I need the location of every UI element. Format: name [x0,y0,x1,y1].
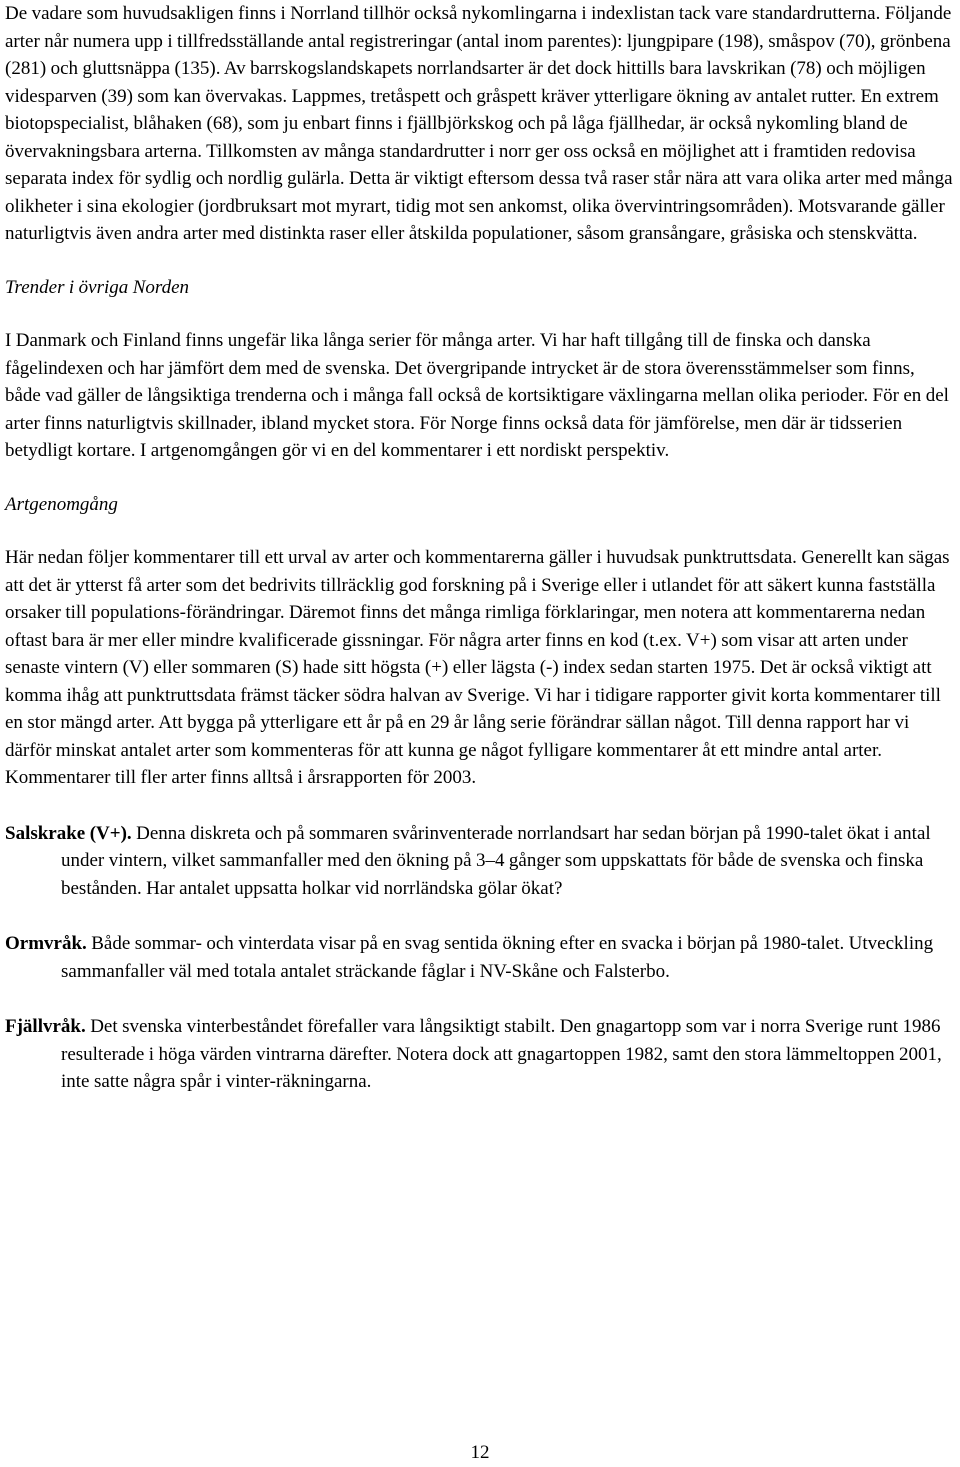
species-entry-fjallvrak [5,1013,955,1096]
species-entry-salskrake [5,820,955,903]
page-number: 12 [470,1442,490,1463]
species-text: Både sommar- och vinterdata visar på en svag sentida ökning efter en svacka i början på 1980-talet. Utveckling sammanfaller väl med totala antalet sträckande fåglar i NV-Skåne och Falsterbo. [61,933,934,982]
paragraph-intro: De vadare som huvudsakligen finns i Norrland tillhör också nykomlingarna i indexlistan tack vare standardrutterna. Följande arter når numera upp i tillfredsställande antal registreringar (antal inom parentes): ljungpipare (198), småspov (70), grönbena (281) och gluttsnäppa (135). Av barrskogslandskapets norrlandsarter är det dock hittills bara lavskrikan (78) och möjligen videsparven (39) som kan övervakas. Lappmes, tretåspett och gråspett kräver ytterligare ökning av antalet rutter. En extrem biotopspecialist, blåhaken (68), som ju enbart finns i fjällbjörkskog och på låga fjällhedar, är också nykomling bland de övervakningsbara arterna. Tillkomsten av många standardrutter i norr ger oss också en möjlighet att i framtiden redovisa separata index för sydlig och nordlig gulärla. Detta är viktigt eftersom dessa två raser står nära att vara olika arter med många olikheter i sina ekologier (jordbruksart mot myrart, tidig mot sen ankomst, olika övervintringsområden). Motsvarande gäller naturligtvis även andra arter med distinkta raser eller åtskilda populationer, såsom gransångare, gråsiska och stenskvätta. [5,3,953,244]
paragraph-artgenomgang: Här nedan följer kommentarer till ett urval av arter och kommentarerna gäller i huvudsak punktruttsdata. Generellt kan sägas att det är ytterst få arter som det bedrivits tillräcklig god forskning på i Sverige eller i utlandet för att säkert kunna fastställa orsaker till populations-förändringar. Däremot finns det många rimliga förklaringar, men notera att kommentarerna nedan oftast bara är mer eller mindre kvalificerade gissningar. För några arter finns en kod (t.ex. V+) som visar att arten under senaste vintern (V) eller sommaren (S) hade sitt högsta (+) eller lägsta (-) index sedan starten 1975. Det är också viktigt att komma ihåg att punktruttsdata främst täcker södra halvan av Sverige. Vi har i tidigare rapporter givit korta kommentarer till en stor mängd arter. Att bygga på ytterligare ett år på en 29 år lång serie förändrar sällan något. Till denna rapport har vi därför minskat antalet arter som kommenteras för att kunna ge något fylligare kommentarer åt ett mindre antal arter. Kommentarer till fler arter finns alltså i årsrapporten för 2003. [5,547,950,788]
species-text: Det svenska vinterbeståndet förefaller vara långsiktigt stabilt. Den gnagartopp som var i norra Sverige runt 1986 resulterade i höga värden vintrarna därefter. Notera dock att gnagartoppen 1982, samt den stora lämmeltoppen 2001, inte satte några spår i vinter-räkningarna. [61,1016,942,1092]
species-name: Fjällvråk. [5,1016,86,1037]
heading-trender: Trender i övriga Norden [5,276,189,298]
species-name: Ormvråk. [5,933,87,954]
species-name: Salskrake (V+). [5,822,132,844]
species-entry-ormvrak [5,930,955,985]
species-text: Denna diskreta och på sommaren svårinventerade norrlandsart har sedan början på 1990-talet ökat i antal under vintern, vilket sammanfaller med den ökning på 3–4 gånger som uppskattats för både de svenska och finska bestånden. Har antalet uppsatta holkar vid norrländska gölar ökat? [61,822,931,899]
document-page [5,0,955,1096]
paragraph-trender: I Danmark och Finland finns ungefär lika långa serier för många arter. Vi har haft tillgång till de finska och danska fågelindexen och har jämfört dem med de svenska. Det övergripande intrycket är de stora överensstämmelser som finns, både vad gäller de långsiktiga trenderna och i många fall också de kortsiktigare växlingarna mellan olika perioder. För en del arter finns naturligtvis skillnader, ibland mycket stora. För Norge finns också data för jämförelse, men där är tidsserien betydligt kortare. I artgenomgången gör vi en del kommentarer i ett nordiskt perspektiv. [5,330,949,461]
heading-artgenomgang: Artgenomgång [5,493,118,515]
